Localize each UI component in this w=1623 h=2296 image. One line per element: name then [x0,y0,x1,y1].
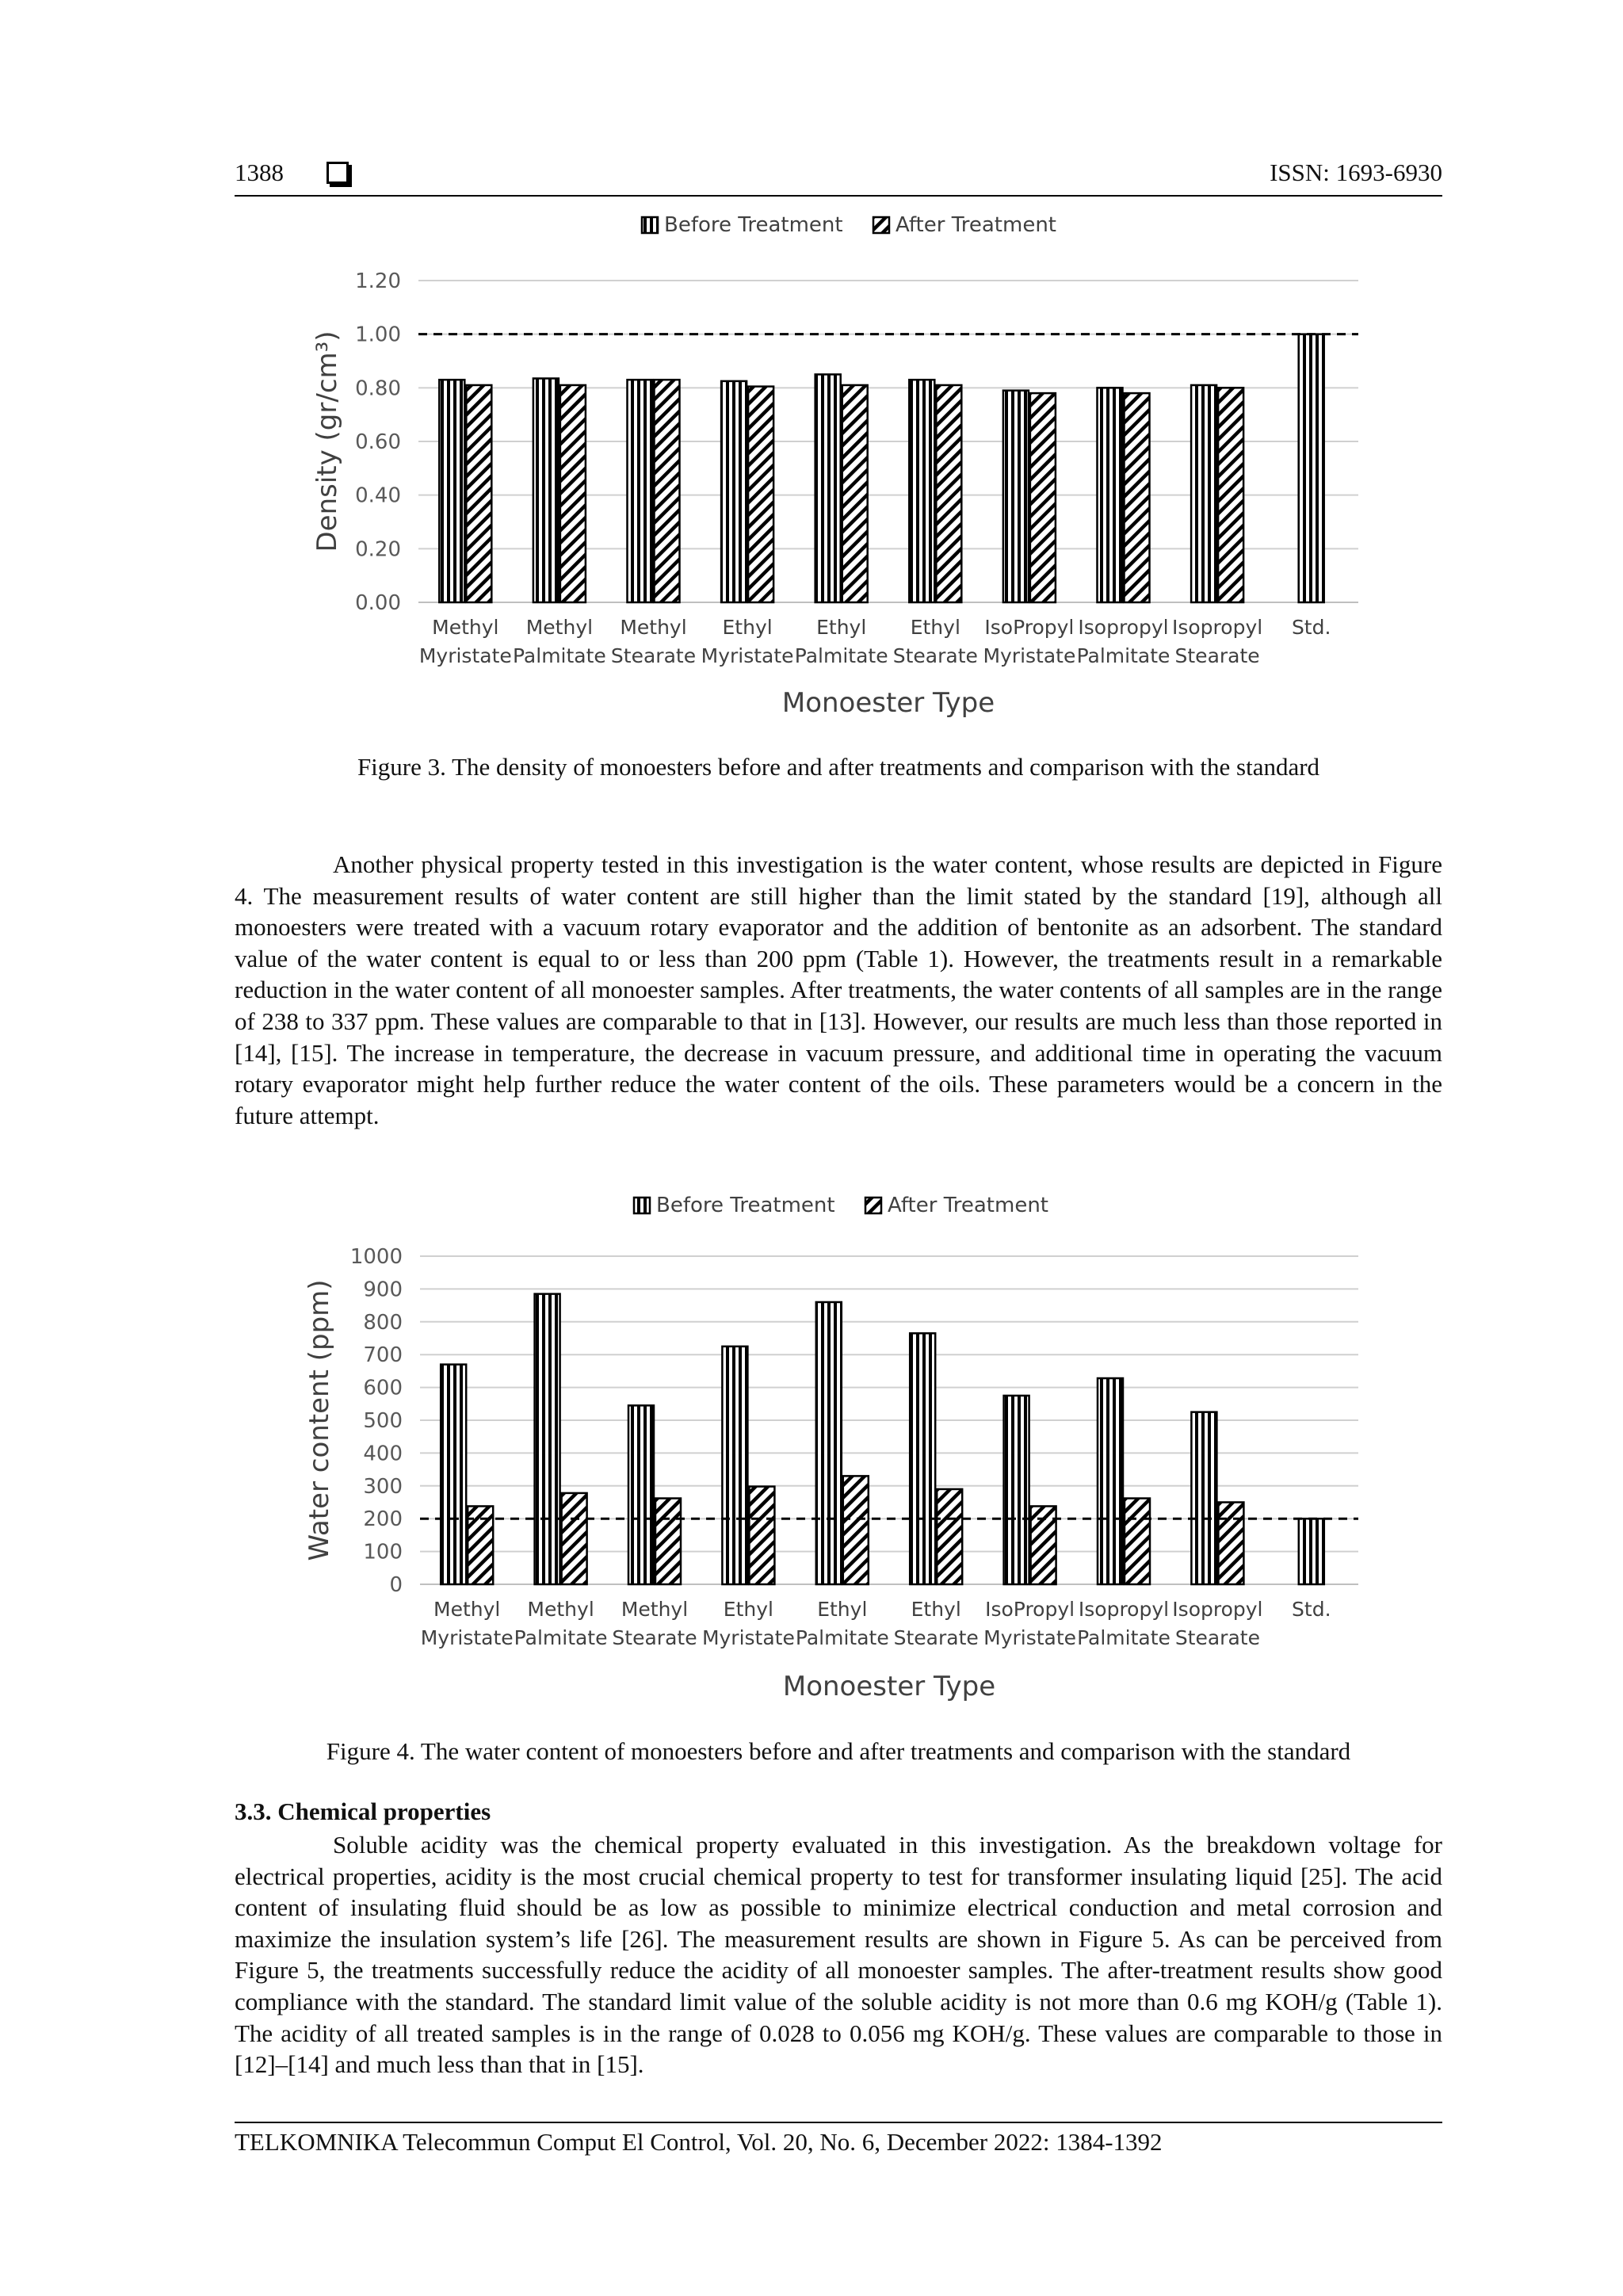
water-content-chart [301,1186,1379,1716]
square-bullet-icon [327,162,349,184]
bar-before-treatment [910,1333,935,1584]
x-category-label: Ethyl [817,1598,868,1621]
legend-swatch-after [865,1198,881,1213]
bar-before-treatment [1191,1412,1216,1584]
issn: ISSN: 1693-6930 [1270,159,1442,186]
bar-after-treatment [843,1476,869,1584]
bar-before-treatment [628,380,653,602]
x-category-label: Palmitate [1076,644,1170,667]
x-category-label: Stearate [610,644,697,667]
y-tick-label: 0.40 [355,483,401,508]
y-tick-label: 0.20 [355,537,401,562]
legend-swatch-before [634,1198,650,1213]
bar-after-treatment [1125,1499,1150,1584]
y-axis-title: Water content (ppm) [304,1279,335,1561]
figure-4-caption: Figure 4. The water content of monoesters before and after treatments and comparison with the standard [326,1737,1351,1765]
x-category-label: Methyl [527,1598,594,1621]
bar-before-treatment [909,380,934,602]
density-chart [301,208,1379,731]
x-category-label: Methyl [433,1598,501,1621]
bar-after-treatment [560,385,586,602]
bar-after-treatment [562,1493,587,1584]
y-axis-title: Density (gr/cm³) [311,330,343,552]
x-category-label: Methyl [432,616,499,639]
y-tick-label: 0.80 [355,376,401,401]
y-tick-label: 0.00 [355,591,401,615]
x-category-label: Ethyl [816,616,867,639]
bar-after-treatment [1030,393,1056,602]
x-category-label: Myristate [418,644,512,667]
legend-label-before: Before Treatment [656,1194,835,1217]
x-category-label: Ethyl [723,1598,773,1621]
x-category-label: IsoPropyl [985,1598,1075,1621]
bar-before-treatment [722,1347,747,1584]
bar-after-treatment [466,385,491,602]
bar-before-treatment [1098,1378,1123,1584]
legend-swatch-after [873,217,889,233]
y-tick-label: 200 [363,1507,403,1532]
bar-after-treatment [655,1499,681,1584]
x-category-label: Palmitate [794,644,888,667]
bar-after-treatment [842,385,868,602]
bar-after-treatment [937,1489,962,1584]
bar-before-treatment [1098,388,1123,602]
x-category-label: Isopropyl [1172,1598,1263,1621]
bar-after-treatment [936,385,961,602]
x-category-label: Myristate [983,1626,1077,1649]
bar-before-treatment [815,374,841,602]
bar-before-treatment [1003,391,1029,602]
x-category-label: Palmitate [514,1626,608,1649]
y-tick-label: 1000 [349,1245,403,1269]
bar-after-treatment [749,1487,774,1584]
bar-after-treatment [1218,388,1243,602]
x-category-label: Stearate [893,1626,979,1649]
y-tick-label: 500 [363,1409,403,1433]
x-category-label: Methyl [620,616,687,639]
x-category-label: Myristate [701,644,794,667]
x-axis-title: Monoester Type [782,1671,996,1702]
x-category-label: IsoPropyl [984,616,1075,639]
bar-before-treatment [533,378,559,602]
y-tick-label: 800 [363,1310,403,1335]
y-tick-label: 100 [363,1540,403,1564]
y-tick-label: 0.60 [355,430,401,454]
x-category-label: Methyl [525,616,594,639]
bar-before-treatment [441,1365,466,1584]
bar-before-treatment [1299,1519,1324,1584]
bar-after-treatment [655,380,680,602]
bar-before-treatment [721,381,747,602]
y-tick-label: 400 [363,1442,403,1466]
x-category-label: Stearate [612,1626,697,1649]
x-category-label: Ethyl [910,616,960,639]
x-category-label: Palmitate [795,1626,889,1649]
figure-3-caption: Figure 3. The density of monoesters before and after treatments and comparison with the standard [357,753,1320,781]
bar-before-treatment [535,1294,560,1584]
bar-after-treatment [1125,393,1150,602]
legend-swatch-before [642,217,658,233]
page-header [235,155,1442,197]
x-category-label: Methyl [621,1598,689,1621]
y-tick-label: 1.00 [355,323,401,347]
y-tick-label: 300 [363,1474,403,1499]
body-paragraph-water-content: Another physical property tested in this investigation is the water content, whose results are depicted in Figure 4. The measurement results of water content are still higher than the limit stated by the standard [19], although all monoesters were treated with a vacuum rotary evaporator and the addition of bentonite as an adsorbent. The standard value of the water content is equal to or less than 200 ppm (Table 1). However, the treatments result in a remarkable reduction in the water content of all monoester samples. After treatments, the water contents of all samples are in the range of 238 to 337 ppm. These values are comparable to that in [13]. However, our results are much less than those reported in [14], [15]. The increase in temperature, the decrease in vacuum pressure, and additional time in operating the vacuum rotary evaporator might help further reduce the water content of the oils. These parameters would be a concern in the future attempt. [235,850,1442,1129]
bar-before-treatment [439,380,464,602]
body-paragraph-acidity: Soluble acidity was the chemical property evaluated in this investigation. As the breakdown voltage for electrical properties, acidity is the most crucial chemical property to test for transformer insulating liquid [25]. The acid content of insulating fluid should be as low as possible to minimize electrical conduction and metal corrosion and maximize the insulation system’s life [26]. The measurement results are shown in Figure 5. As can be perceived from Figure 5, the treatments successfully reduce the acidity of all monoester samples. The after-treatment results show good compliance with the standard. The standard limit value of the soluble acidity is not more than 0.6 mg KOH/g (Table 1). The acidity of all treated samples is in the range of 0.028 to 0.056 mg KOH/g. These values are comparable to those in [12]–[14] and much less than that in [15]. [235,1831,1442,2079]
bar-before-treatment [1191,385,1216,602]
bar-before-treatment [816,1302,842,1584]
y-tick-label: 1.20 [355,269,401,293]
x-category-label: Isopropyl [1078,616,1169,639]
x-category-label: Std. [1291,616,1331,639]
x-category-label: Stearate [1174,644,1260,667]
x-category-label: Palmitate [1077,1626,1170,1649]
y-tick-label: 600 [363,1376,403,1400]
legend-label-before: Before Treatment [664,213,843,237]
x-category-label: Myristate [983,644,1076,667]
legend-label-after: After Treatment [896,213,1056,237]
page-footer: TELKOMNIKA Telecommun Comput El Control, Vol. 20, No. 6, December 2022: 1384-1392 [235,2122,1442,2157]
y-tick-label: 700 [363,1343,403,1368]
y-tick-label: 900 [363,1278,403,1302]
y-tick-label: 0 [389,1573,403,1597]
x-category-label: Stearate [892,644,978,667]
x-category-label: Palmitate [512,644,606,667]
x-category-label: Myristate [420,1626,514,1649]
x-category-label: Isopropyl [1171,616,1263,639]
figure-3 [301,208,1379,731]
bar-before-treatment [1299,334,1324,602]
x-category-label: Isopropyl [1078,1598,1170,1621]
page-number: 1388 [235,159,284,186]
section-heading: 3.3. Chemical properties [235,1797,491,1825]
bar-after-treatment [1218,1503,1243,1585]
x-axis-title: Monoester Type [781,687,995,719]
bar-before-treatment [1004,1396,1029,1584]
legend-label-after: After Treatment [888,1194,1048,1217]
x-category-label: Ethyl [722,616,773,639]
x-category-label: Myristate [701,1626,795,1649]
bar-before-treatment [628,1405,654,1584]
bar-after-treatment [748,387,773,602]
x-category-label: Stearate [1174,1626,1260,1649]
figure-4 [301,1186,1379,1716]
x-category-label: Std. [1292,1598,1331,1621]
x-category-label: Ethyl [911,1598,961,1621]
